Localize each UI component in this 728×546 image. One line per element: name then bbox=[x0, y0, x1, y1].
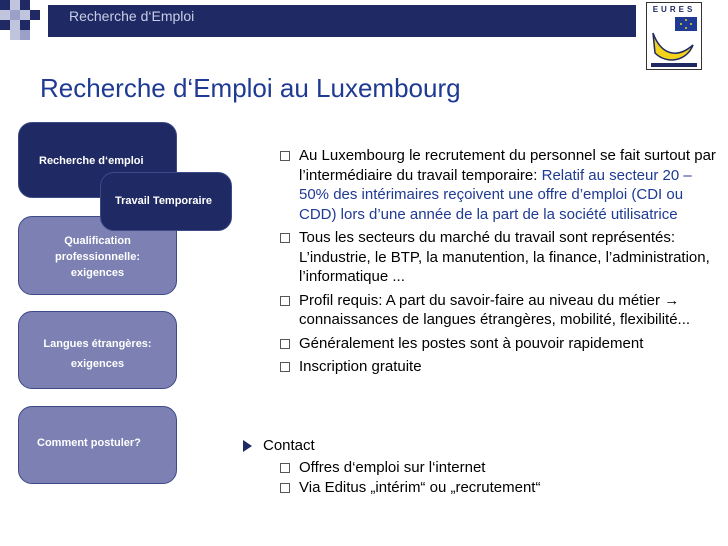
nav-comment-postuler-label: Comment postuler? bbox=[37, 437, 141, 449]
list-item: Via Editus „intérim“ ou „recrutement“ bbox=[277, 478, 717, 498]
contact-subitem bbox=[277, 458, 717, 478]
nav-qualification-label: Qualification professionnelle: exigences bbox=[55, 235, 140, 279]
header-square bbox=[20, 0, 30, 10]
eures-logo-text: EURES bbox=[652, 5, 696, 14]
header-square bbox=[0, 20, 10, 30]
eures-logo bbox=[646, 2, 702, 70]
header-square bbox=[20, 10, 30, 20]
header-square bbox=[10, 10, 20, 20]
page-title: Recherche d‘Emploi au Luxembourg bbox=[40, 73, 461, 103]
list-item: Tous les secteurs du marché du travail sont représentés: L’industrie, le BTP, la manutention, la finance, l’administration, l’informatique ... bbox=[277, 228, 717, 287]
square-bullet-icon bbox=[280, 151, 290, 161]
list-item: Profil requis: A part du savoir-faire au niveau du métier → connaissances de langues étrangères, mobilité, flexibilité... bbox=[277, 291, 717, 330]
contact-label: Contact bbox=[263, 437, 315, 454]
list-item: Inscription gratuite bbox=[277, 357, 717, 377]
header-square bbox=[20, 20, 30, 30]
square-bullet-icon bbox=[280, 339, 290, 349]
nav-langues[interactable] bbox=[18, 311, 177, 389]
nav-travail-temporaire-label: Travail Temporaire bbox=[115, 195, 213, 207]
arrow-right-icon: → bbox=[664, 291, 680, 309]
eures-logo-graphic bbox=[647, 15, 701, 70]
bullet-list bbox=[277, 146, 717, 377]
header-square bbox=[10, 0, 20, 10]
square-bullet-icon bbox=[280, 362, 290, 372]
nav-comment-postuler[interactable] bbox=[18, 406, 177, 484]
square-bullet-icon bbox=[280, 463, 290, 473]
nav-recherche-emploi-label: Recherche d‘emploi bbox=[39, 155, 144, 167]
square-bullet-icon bbox=[280, 483, 290, 493]
list-item: Au Luxembourg le recrutement du personnel se fait surtout par l’intermédiaire du travail temporaire: Relatif au secteur 20 – 50% des intérimaires reçoivent une offre d’emploi (CDI ou CDD) lors d’une année de la part de la société utilisatrice bbox=[277, 146, 717, 224]
list-item: Généralement les postes sont à pouvoir rapidement bbox=[277, 334, 717, 354]
nav-travail-temporaire[interactable] bbox=[100, 172, 232, 231]
triangle-bullet-icon bbox=[243, 440, 252, 452]
header-square bbox=[0, 0, 10, 10]
header-square bbox=[0, 10, 10, 20]
header-square bbox=[10, 30, 20, 40]
header-square bbox=[30, 10, 40, 20]
square-bullet-icon bbox=[280, 233, 290, 243]
square-bullet-icon bbox=[280, 296, 290, 306]
list-item: Offres d‘emploi sur l‘internet bbox=[277, 458, 717, 478]
header-title: Recherche d‘Emploi bbox=[69, 8, 195, 24]
header-square bbox=[20, 30, 30, 40]
header-square bbox=[10, 20, 20, 30]
contact-subitem bbox=[277, 478, 717, 498]
nav-langues-label: Langues étrangères: exigences bbox=[43, 338, 152, 370]
